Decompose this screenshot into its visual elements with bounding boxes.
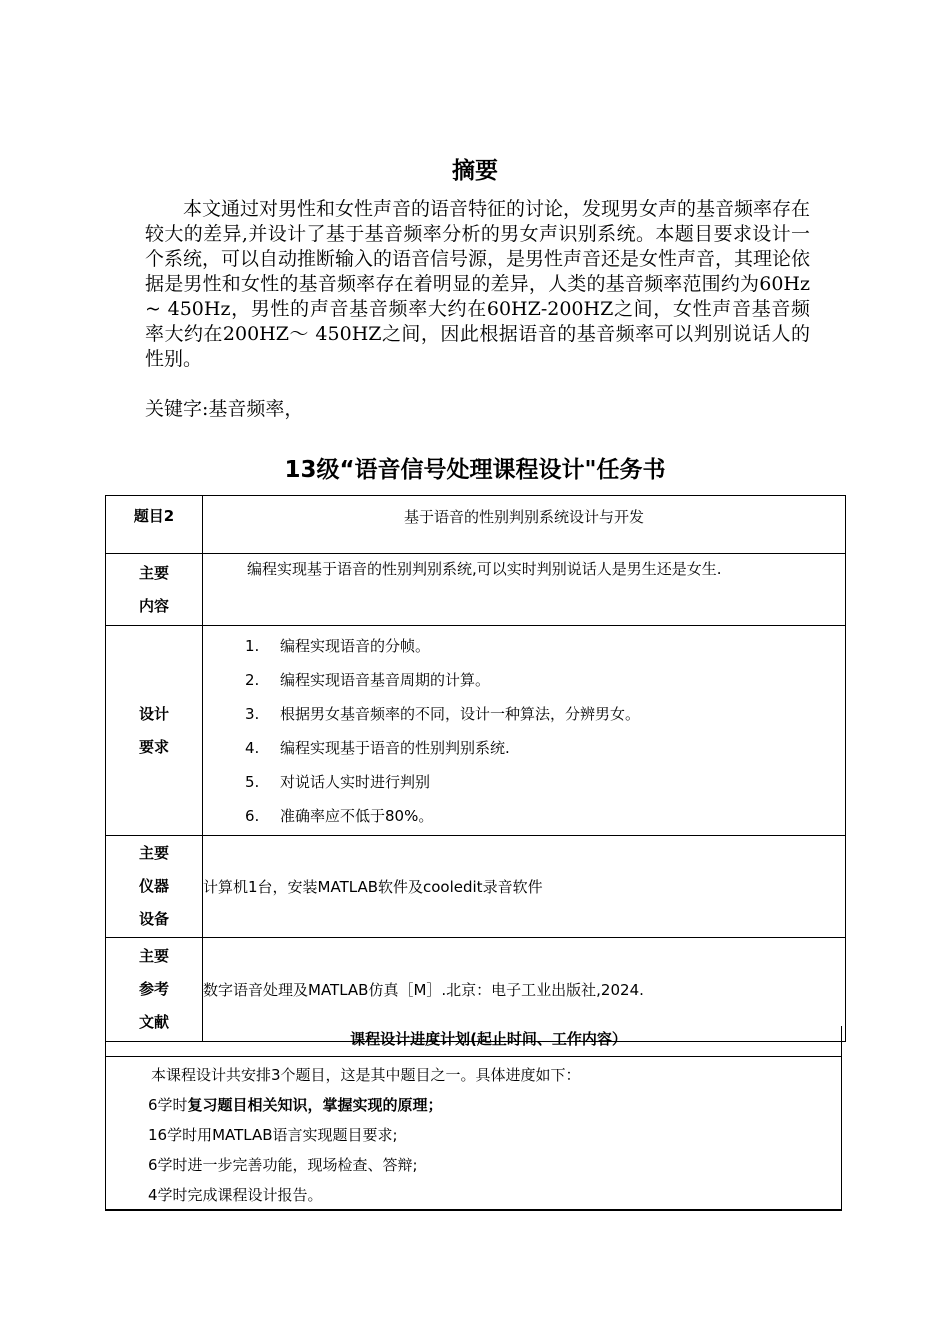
table-row-equipment [106,836,846,938]
schedule-line-1: 6学时复习题目相关知识，掌握实现的原理； [148,1096,443,1114]
list-item: 4. 编程实现基于语音的性别判别系统. [245,738,510,757]
equipment-value: 计算机1台，安装MATLAB软件及cooledit录音软件 [203,836,846,938]
schedule-line-4: 4学时完成课程设计报告。 [148,1186,323,1204]
table-row-main-content [106,554,846,626]
abstract-title: 摘要 [452,157,498,184]
requirements-list [203,629,845,833]
schedule-intro: 本课程设计共安排3个题目，这是其中题目之一。具体进度如下： [151,1066,581,1084]
schedule-header: 课程设计进度计划(起止时间、工作内容） [106,1026,841,1057]
schedule-lines [106,1057,841,1210]
main-content-label: 主要 内容 [106,554,203,626]
list-item: 2. 编程实现语音基音周期的计算。 [245,670,491,689]
task-title: 13级“语音信号处理课程设计"任务书 [284,457,666,483]
references-label: 主要 参考 文献 [106,938,203,1042]
schedule-line-3: 6学时进一步完善功能，现场检查、答辩; [148,1156,418,1174]
requirements-label: 设计 要求 [106,626,203,836]
table-row-topic [106,496,846,554]
requirements-list-cell [203,626,846,836]
schedule-line-2: 16学时用MATLAB语言实现题目要求; [148,1126,398,1144]
main-content-value: 编程实现基于语音的性别判别系统,可以实时判别说话人是男生还是女生. [203,554,846,626]
list-item: 5. 对说话人实时进行判别 [245,772,431,791]
list-item: 6. 准确率应不低于80%。 [245,806,434,825]
references-value: 数字语音处理及MATLAB仿真［M］.北京：电子工业出版社,2024. [203,938,846,1042]
topic-label: 题目2 [106,496,203,554]
list-item: 3. 根据男女基音频率的不同，设计一种算法，分辨男女。 [245,704,641,723]
abstract-body: 本文通过对男性和女性声音的语音特征的讨论，发现男女声的基音频率存在较大的差异,并设计了基于基音频率分析的男女声识别系统。本题目要求设计一个系统，可以自动推断输入的语音信号源，是男性声音还是女性声音，其理论依据是男性和女性的基音频率存在着明显的差异，人类的基音频率范围约为60Hz ~ 450Hz，男性的声音基音频率大约在60HZ-200HZ之间，女性声音基音频率大约在200HZ～ 450HZ之间，因此根据语音的基音频率可以判别说话人的性别。 [145,198,811,370]
task-table [105,495,846,1042]
topic-value: 基于语音的性别判别系统设计与开发 [203,496,846,554]
equipment-label: 主要 仪器 设备 [106,836,203,938]
table-row-requirements [106,626,846,836]
schedule-section [105,1026,842,1211]
list-item: 1. 编程实现语音的分帧。 [245,636,431,655]
keywords: 关键字:基音频率， [145,398,304,420]
